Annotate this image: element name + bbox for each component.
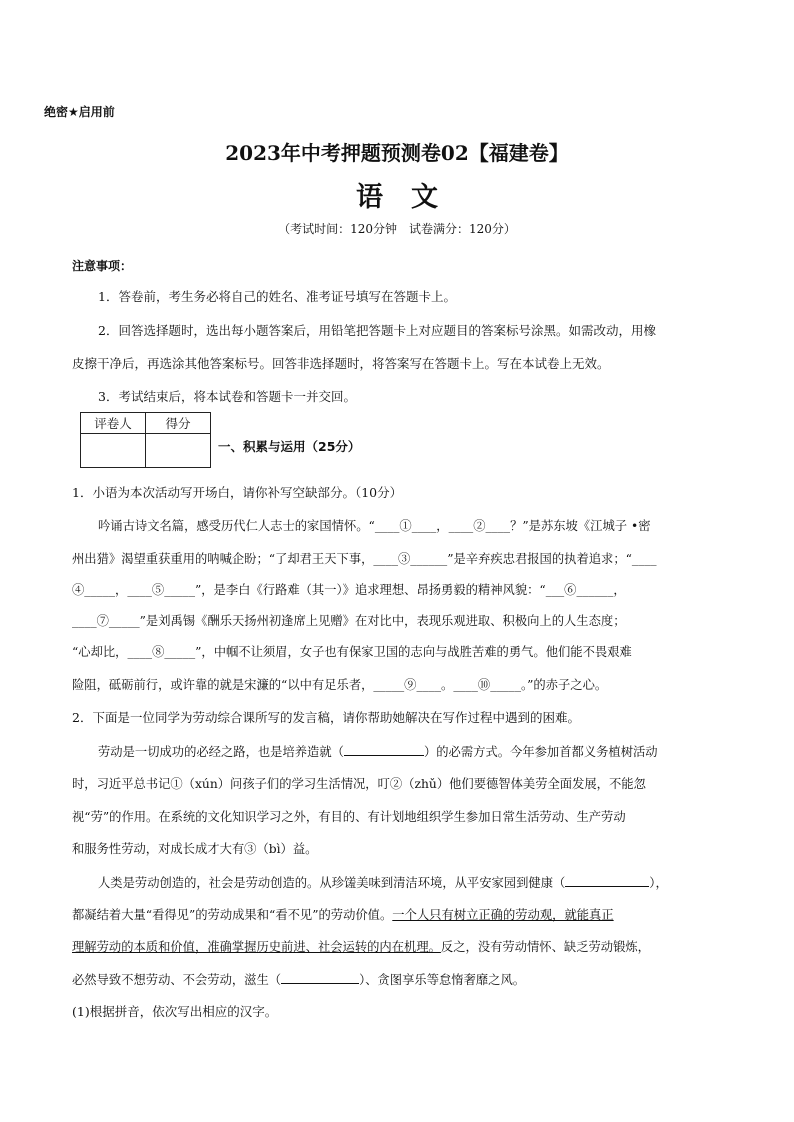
q2-paragraph-1-line-3: 视“劳”的作用。在系统的文化知识学习之外，有目的、有计划地组织学生参加日常生活劳动、生产劳动 — [72, 810, 626, 824]
q2-p2-l1-part-a: 人类是劳动创造的，社会是劳动创造的。从珍馐美味到清洁环境，从平安家园到健康（ — [98, 876, 566, 890]
exam-time-info: （考试时间：120分钟 试卷满分：120分） — [278, 222, 516, 236]
notice-item-2-line-2: 皮擦干净后，再选涂其他答案标号。回答非选择题时，将答案写在答题卡上。写在本试卷上无效。 — [72, 356, 610, 371]
question-1-line-3: ④_____，____⑤_____”，是李白《行路难（其一）》追求理想、昂扬勇毅的精神风貌：“___⑥______， — [72, 583, 626, 597]
grader-header: 评卷人 — [81, 413, 146, 434]
grading-table — [80, 412, 211, 468]
q2-p2-l4-part-a: 必然导致不想劳动、不会劳动，滋生（ — [72, 973, 282, 987]
underlined-sentence: 一个人只有树立正确的劳动观，就能真正 — [392, 908, 614, 922]
confidential-label: 绝密★启用前 — [44, 105, 115, 119]
underlined-sentence-continued: 理解劳动的本质和价值，准确掌握历史前进、社会运转的内在机理。 — [72, 940, 441, 954]
notice-title: 注意事项： — [72, 259, 133, 273]
q2-paragraph-1-line-4: 和服务性劳动，对成长成才大有③（bì）益。 — [72, 842, 318, 856]
exam-title: 2023年中考押题预测卷02【福建卷】 — [225, 141, 569, 165]
q2-p1-l1-part-b: ）的必需方式。今年参加首都义务植树活动 — [423, 745, 658, 759]
answer-blank[interactable] — [344, 742, 424, 756]
question-1-line-2: 州出猎》渴望重获重用的呐喊企盼；“了却君王天下事，____③______”是辛弃疾忠君报国的执着追求；“____ — [72, 552, 657, 566]
section-title: 一、积累与运用（25分） — [218, 439, 361, 454]
grader-cell — [81, 434, 146, 468]
question-1-line-1: 吟诵古诗文名篇，感受历代仁人志士的家国情怀。“____①____，____②____？”是苏东坡《江城子 •密 — [98, 519, 651, 533]
question-1-stem: 1．小语为本次活动写开场白，请你补写空缺部分。（10分） — [72, 485, 403, 500]
q2-paragraph-1-line-1 — [98, 742, 658, 761]
q2-paragraph-2-line-1 — [98, 873, 668, 892]
question-1-line-4: ____⑦_____”是刘禹锡《酬乐天扬州初逢席上见赠》在对比中，表现乐观进取、积极向上的人生态度； — [72, 614, 626, 628]
answer-blank[interactable] — [565, 873, 649, 887]
q2-paragraph-2-line-3 — [72, 938, 650, 956]
q2-p2-l1-part-b: ）， — [649, 876, 668, 890]
subject-title: 语文 — [356, 182, 466, 213]
score-cell — [146, 434, 211, 468]
question-2-stem: 2．下面是一位同学为劳动综合课所写的发言稿，请你帮助她解决在写作过程中遇到的困难。 — [72, 710, 580, 725]
q2-paragraph-2-line-4 — [72, 970, 525, 989]
question-1-line-6: 险阻，砥砺前行，或许靠的就是宋濂的“以中有足乐者，_____⑨____。____⑩_____。”的赤子之心。 — [72, 678, 608, 692]
q2-p2-l2-part-a: 都凝结着大量“看得见”的劳动成果和“看不见”的劳动价值。 — [72, 908, 393, 922]
q2-subquestion-1: (1)根据拼音，依次写出相应的汉字。 — [72, 1004, 278, 1019]
notice-item-2-line-1: 2．回答选择题时，选出每小题答案后，用铅笔把答题卡上对应题目的答案标号涂黑。如需改动，用橡 — [98, 323, 656, 338]
q2-p2-l3-part-b: 反之，没有劳动情怀、缺乏劳动锻炼， — [440, 940, 650, 954]
q2-p1-l1-part-a: 劳动是一切成功的必经之路，也是培养造就（ — [98, 745, 344, 759]
q2-paragraph-2-line-2 — [72, 906, 614, 924]
score-header: 得分 — [146, 413, 211, 434]
answer-blank[interactable] — [281, 970, 359, 984]
q2-p2-l4-part-b: ）、贪图享乐等怠惰奢靡之风。 — [359, 973, 526, 987]
q2-paragraph-1-line-2: 时，习近平总书记①（xún）问孩子们的学习生活情况，叮②（zhǔ）他们要德智体美劳全面发展，不能忽 — [72, 777, 646, 791]
notice-item-1: 1．答卷前，考生务必将自己的姓名、准考证号填写在答题卡上。 — [98, 289, 456, 304]
notice-item-3: 3．考试结束后，将本试卷和答题卡一并交回。 — [98, 389, 356, 404]
question-1-line-5: “心却比，____⑧_____”，中帼不让须眉，女子也有保家卫国的志向与战胜苦难的勇气。他们能不畏艰难 — [72, 645, 632, 659]
